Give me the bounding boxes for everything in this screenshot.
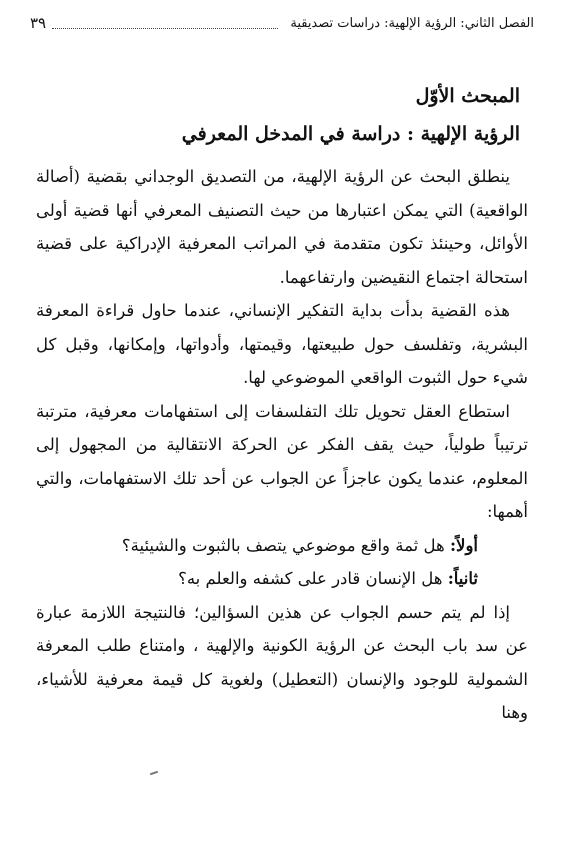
stray-mark bbox=[150, 771, 158, 776]
section-subheading: الرؤية الإلهية : دراسة في المدخل المعرفي bbox=[181, 123, 520, 145]
paragraph-4: إذا لم يتم حسم الجواب عن هذين السؤالين؛ فالنتيجة اللازمة عبارة عن سد باب البحث عن الرؤية الكونية والإلهية ، وامتناع طلب المعرفة الشمولية للوجود والإنسان (التعطيل) ولغوية كل قيمة معرفية للأشياء، وهنا bbox=[36, 602, 528, 722]
question-2 bbox=[36, 562, 528, 596]
section-heading: المبحث الأوّل bbox=[415, 85, 520, 107]
question-1-text: هل ثمة واقع موضوعي يتصف بالثبوت والشيئية؟ bbox=[121, 535, 450, 555]
paragraph-1: ينطلق البحث عن الرؤية الإلهية، من التصديق الوجداني بقضية (أصالة الواقعية) التي يمكن اعتبارها من حيث التصنيف المعرفي أنها قضية أولى الأوائل، وحينئذ تكون متقدمة في المراتب المعرفية الإدراكية على قضية استحالة اجتماع النقيضين وارتفاعهما. bbox=[36, 167, 528, 287]
body-text bbox=[36, 160, 528, 730]
question-2-label: ثانياً: bbox=[447, 569, 478, 588]
question-1-label: أولاً: bbox=[449, 535, 478, 555]
dotted-leader bbox=[52, 18, 278, 29]
running-header bbox=[30, 12, 534, 34]
paragraph-2: هذه القضية بدأت بداية التفكير الإنساني، عندما حاول قراءة المعرفة البشرية، وتفلسف حول طبيعتها، وقيمتها، وأدواتها، وإمكانها، وقبل كل شيء حول الثبوت الواقعي الموضوعي لها. bbox=[36, 301, 528, 387]
question-2-text: هل الإنسان قادر على كشفه والعلم به؟ bbox=[178, 569, 448, 588]
paragraph-3: استطاع العقل تحويل تلك التفلسفات إلى استفهامات معرفية، مترتبة ترتيباً طولياً، حيث يقف الفكر عن الحركة الانتقالية من المجهول إلى المعلوم، عندما يكون عاجزاً عن الجواب عن أحد تلك الاستفهامات، والتي أهمها: bbox=[36, 401, 528, 521]
running-title: الفصل الثاني: الرؤية الإلهية: دراسات تصديقية bbox=[290, 15, 534, 31]
page-number: ٣٩ bbox=[30, 14, 47, 32]
question-1 bbox=[36, 529, 528, 563]
